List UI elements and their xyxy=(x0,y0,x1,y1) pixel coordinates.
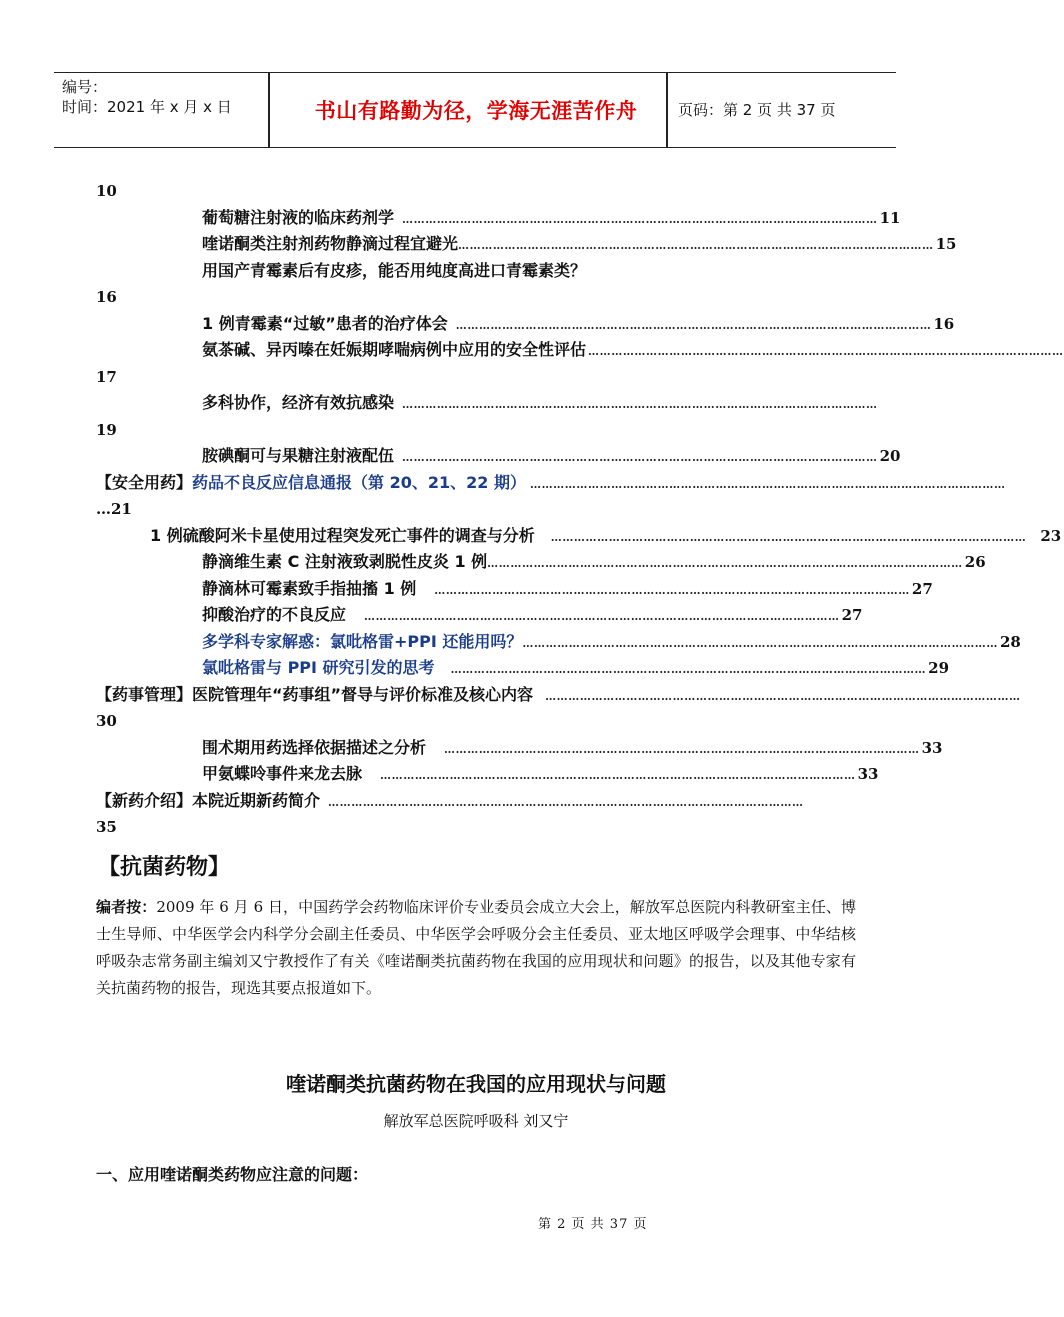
toc-entry-title: 静滴林可霉素致手指抽搐 1 例 xyxy=(202,578,417,598)
toc-leader: …………………………………………………………………………………………………………… xyxy=(550,530,1027,544)
header-motto: 书山有路勤为径，学海无涯苦作舟 xyxy=(314,98,638,123)
toc-page-number: 35 xyxy=(96,818,117,836)
toc-entry-page: 28 xyxy=(1000,632,1021,651)
toc-page-number: 16 xyxy=(96,288,117,306)
time-label: 时间：2021 年 x 月 x 日 xyxy=(62,98,232,116)
toc-entry-page: 11 xyxy=(879,208,901,227)
toc-entry-title: 静滴维生素 C 注射液致剥脱性皮炎 1 例 xyxy=(202,552,488,571)
toc-leader: …………………………………………………………………………………………………………… xyxy=(364,610,840,623)
toc-entry[interactable] xyxy=(96,602,863,629)
toc-entry-title: 围术期用药选择依据描述之分析 xyxy=(202,737,427,757)
toc-entry-page: 20 xyxy=(879,447,901,465)
header-meta xyxy=(62,77,232,117)
toc-entry-title: 本院近期新药简介 xyxy=(192,790,321,810)
toc-entry-title: 用国产青霉素后有皮疹，能否用纯度高进口青霉素类？ xyxy=(202,260,587,280)
toc-category-label: 【药事管理】 xyxy=(96,684,193,704)
toc-entry-title: 1 例青霉素“过敏”患者的治疗体会 xyxy=(202,313,448,333)
header-divider xyxy=(268,73,270,147)
table-of-contents xyxy=(96,178,1064,841)
toc-page-number: 17 xyxy=(96,367,117,386)
toc-leader: …………………………………………………………………………………………………………… xyxy=(444,742,920,756)
toc-leader: …………………………………………………………………………………………………………… xyxy=(450,663,927,676)
toc-page-number: 30 xyxy=(96,712,117,730)
toc-page-number: 10 xyxy=(96,182,117,200)
toc-leader: …………………………………………………………………………………………………………… xyxy=(402,398,878,411)
toc-entry[interactable] xyxy=(96,523,1062,550)
section-title: 【抗菌药物】 xyxy=(98,855,231,880)
toc-entry[interactable] xyxy=(96,735,943,762)
toc-category-entry[interactable] xyxy=(96,788,856,815)
toc-entry[interactable] xyxy=(96,761,879,788)
toc-leader: …………………………………………………………………………………………………………… xyxy=(545,689,1021,703)
toc-entry-title: 抑酸治疗的不良反应 xyxy=(202,605,347,624)
editor-note xyxy=(96,894,856,1002)
toc-leader: …………………………………………………………………………………………………………… xyxy=(434,583,910,597)
toc-entry-title: 医院管理年“药事组”督导与评价标准及核心内容 xyxy=(192,684,534,704)
toc-entry[interactable] xyxy=(96,390,878,417)
toc-entry[interactable] xyxy=(96,655,950,682)
header-page-label: 页码：第 2 页 共 37 页 xyxy=(678,101,836,119)
toc-entry-title: 氨茶碱、异丙嗪在妊娠期哮喘病例中应用的安全性评估 xyxy=(202,340,587,359)
editor-note-text: 2009 年 6 月 6 日，中国药学会药物临床评价专业委员会成立大会上，解放军总医院内科教研室主任、博士生导师、中华医学会内科学分会副主任委员、中华医学会呼吸分会主任委员、亚太地区呼吸学会理事、中华结核呼吸杂志常务副主编刘又宁教授作了有关《喹诺酮类抗菌药物在我国的应用现状和问题》的报告，以及其他专家有关抗菌药物的报告，现选其要点报道如下。 xyxy=(96,898,856,997)
toc-leader: …………………………………………………………………………………………………………… xyxy=(328,795,804,809)
toc-entry-page: 26 xyxy=(964,553,986,571)
toc-entry[interactable] xyxy=(96,337,1064,364)
number-label: 编号： xyxy=(62,78,108,96)
toc-entry-title: 1 例硫酸阿米卡星使用过程突发死亡事件的调查与分析 xyxy=(150,525,535,545)
toc-entry-title: 喹诺酮类注射剂药物静滴过程宜避光 xyxy=(202,234,459,253)
toc-leader: …………………………………………………………………………………………………………… xyxy=(402,212,878,226)
toc-leader: …………………………………………………………………………………………………………… xyxy=(588,345,1064,358)
toc-leader: …………………………………………………………………………………………………………… xyxy=(522,636,998,650)
toc-entry[interactable] xyxy=(96,231,957,258)
page-footer: 第 2 页 共 37 页 xyxy=(538,1217,648,1232)
toc-entry[interactable] xyxy=(96,576,933,603)
editor-note-label: 编者按： xyxy=(96,898,157,916)
toc-entry-page: 33 xyxy=(857,765,879,783)
toc-entry-title: 多科协作，经济有效抗感染 xyxy=(202,393,395,412)
toc-entry-title: 药品不良反应信息通报（第 20、21、22 期） xyxy=(192,472,526,492)
toc-leader: …………………………………………………………………………………………………………… xyxy=(458,239,934,252)
toc-entry[interactable] xyxy=(96,549,986,576)
article-author: 解放军总医院呼吸科 刘又宁 xyxy=(383,1112,569,1130)
toc-leader: …………………………………………………………………………………………………………… xyxy=(402,451,878,464)
toc-category-label: 【新药介绍】 xyxy=(96,790,193,810)
toc-leader: …………………………………………………………………………………………………………… xyxy=(380,769,856,782)
toc-entry-page: 29 xyxy=(928,659,950,677)
toc-entry-title: 胺碘酮可与果糖注射液配伍 xyxy=(202,446,395,465)
toc-page-number: 19 xyxy=(96,420,117,439)
header-divider xyxy=(666,73,668,147)
article-title: 喹诺酮类抗菌药物在我国的应用现状与问题 xyxy=(286,1072,666,1096)
toc-page-number: …21 xyxy=(96,500,132,518)
toc-entry[interactable] xyxy=(96,629,1021,656)
toc-category-label: 【安全用药】 xyxy=(96,472,193,492)
toc-leader: …………………………………………………………………………………………………………… xyxy=(529,477,1006,491)
toc-entry-title: 甲氨蝶呤事件来龙去脉 xyxy=(202,764,363,783)
toc-category-entry[interactable] xyxy=(96,682,1021,709)
toc-entry[interactable] xyxy=(96,443,901,470)
toc-entry-page: 27 xyxy=(841,606,863,624)
toc-entry-page: 23 xyxy=(1040,526,1062,545)
toc-entry[interactable] xyxy=(96,311,955,338)
toc-entry-page: 27 xyxy=(911,579,933,598)
toc-entry[interactable] xyxy=(96,205,901,232)
toc-leader: …………………………………………………………………………………………………………… xyxy=(487,557,963,570)
toc-entry-title: 氯吡格雷与 PPI 研究引发的思考 xyxy=(202,658,435,677)
toc-entry-title: 多学科专家解惑：氯吡格雷+PPI 还能用吗？ xyxy=(202,631,523,651)
toc-category-entry[interactable] xyxy=(96,470,1006,497)
toc-entry-title: 葡萄糖注射液的临床药剂学 xyxy=(202,207,395,227)
toc-entry[interactable] xyxy=(96,258,856,285)
toc-entry-page: 16 xyxy=(933,314,955,333)
page-header xyxy=(54,72,896,148)
toc-leader: …………………………………………………………………………………………………………… xyxy=(455,318,932,332)
toc-entry-page: 33 xyxy=(921,738,943,757)
article-heading: 一、应用喹诺酮类药物应注意的问题： xyxy=(96,1165,369,1184)
toc-entry-page: 15 xyxy=(935,235,957,253)
